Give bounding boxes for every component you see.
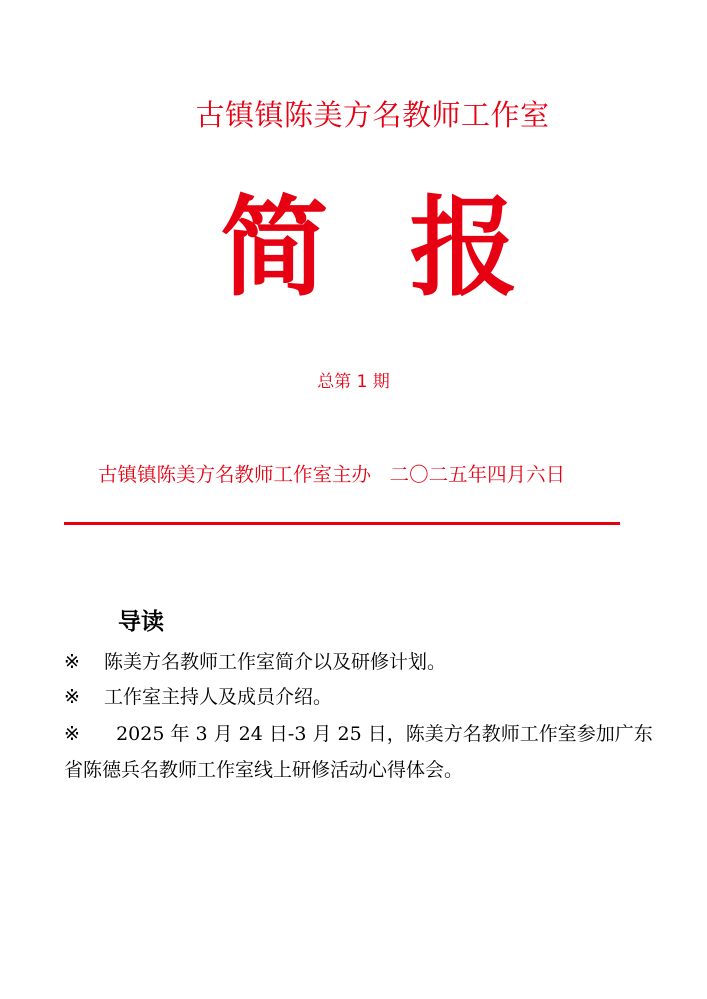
- guide-item: [64, 679, 654, 715]
- guide-item-text: 2025 年 3 月 24 日-3 月 25 日，陈美方名教师工作室参加广东省陈德兵名教师工作室线上研修活动心得体会。: [64, 723, 653, 781]
- guide-item-text: 工作室主持人及成员介绍。: [104, 686, 333, 708]
- reference-mark-icon: ※: [64, 651, 80, 673]
- reference-mark-icon: ※: [64, 686, 80, 708]
- org-title: 古镇镇陈美方名教师工作室: [195, 98, 550, 132]
- guide-heading: 导读: [118, 609, 164, 635]
- host-and-date-line: 古镇镇陈美方名教师工作室主办 二〇二五年四月六日: [98, 463, 566, 486]
- bulletin-title: 简 报: [220, 185, 520, 311]
- guide-item-text: 陈美方名教师工作室简介以及研修计划。: [104, 651, 447, 673]
- reference-mark-icon: ※: [64, 723, 80, 745]
- issue-number: 总第 1 期: [317, 372, 390, 392]
- red-divider-line: [64, 522, 620, 525]
- guide-item: [64, 716, 654, 788]
- guide-item: [64, 644, 654, 680]
